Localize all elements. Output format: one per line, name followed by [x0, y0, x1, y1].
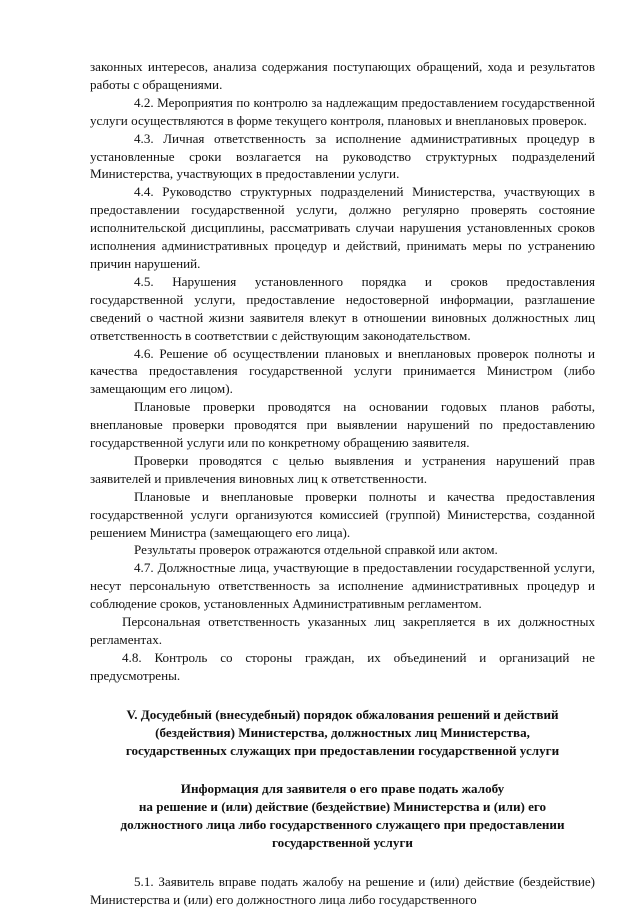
spacer: [90, 685, 595, 706]
paragraph-4-5: 4.5. Нарушения установленного порядка и сроков предоставления государственной услуги, предоставление недостоверной информации, разглашение сведений о частной жизни заявителя влекут в отношении виновных должностных лиц ответственность в соответствии с действующим законодательством.: [90, 273, 595, 343]
spacer: [90, 852, 595, 873]
paragraph-continuation: законных интересов, анализа содержания поступающих обращений, хода и результатов работы с обращениями.: [90, 59, 595, 92]
paragraph-4-6: 4.6. Решение об осуществлении плановых и внеплановых проверок полноты и качества предоставления государственной услуги принимается Министром (либо замещающим его лицом).: [90, 345, 595, 397]
document-body: [90, 58, 595, 909]
paragraph-4-2: 4.2. Мероприятия по контролю за надлежащим предоставлением государственной услуги осуществляются в форме текущего контроля, плановых и внеплановых проверок.: [90, 94, 595, 128]
paragraph-check-results: Результаты проверок отражаются отдельной справкой или актом.: [134, 542, 498, 558]
paragraph-planned-checks: Плановые проверки проводятся на основании годовых планов работы, внеплановые проверки проводятся при выявлении нарушений по предоставлению государственной услуги или по конкретному обращению заявителя.: [90, 399, 595, 451]
section-heading-line: (бездействия) Министерства, должностных лиц Министерства,: [155, 724, 530, 740]
sub-heading-line: должностного лица либо государственного служащего при предоставлении: [120, 817, 565, 833]
paragraph-4-4: 4.4. Руководство структурных подразделений Министерства, участвующих в предоставлении государственной услуги, должно регулярно проверять состояние исполнительской дисциплины, рассматривать случаи нарушения установленных сроков исполнения административных процедур и действий, принимать меры по устранению причин нарушений.: [90, 184, 595, 271]
paragraph-4-7: 4.7. Должностные лица, участвующие в предоставлении государственной услуги, несут персональную ответственность за исполнение административных процедур и соблюдение сроков, установленных Административным регламентом.: [90, 560, 595, 612]
section-heading-line: V. Досудебный (внесудебный) порядок обжалования решений и действий: [126, 706, 559, 722]
sub-heading: [90, 780, 595, 852]
paragraph-5-1: 5.1. Заявитель вправе подать жалобу на решение и (или) действие (бездействие) Министерства и (или) его должностного лица либо государственного: [90, 874, 595, 907]
paragraph-checks-commission: Плановые и внеплановые проверки полноты и качества предоставления государственной услуги организуются комиссией (группой) Министерства, созданной решением Министра (замещающего его лица).: [90, 488, 595, 540]
paragraph-4-8: 4.8. Контроль со стороны граждан, их объединений и организаций не предусмотрены.: [90, 649, 595, 683]
paragraph-4-3: 4.3. Личная ответственность за исполнение административных процедур в установленные сроки возлагается на руководство структурных подразделений Министерства, участвующих в предоставлении услуги.: [90, 130, 595, 182]
section-heading: [90, 706, 595, 760]
sub-heading-line: государственной услуги: [272, 835, 413, 851]
spacer: [90, 759, 595, 780]
sub-heading-line: на решение и (или) действие (бездействие) Министерства и (или) его: [138, 799, 547, 815]
paragraph-checks-purpose: Проверки проводятся с целью выявления и устранения нарушений прав заявителей и привлечения виновных лиц к ответственности.: [90, 452, 595, 486]
section-heading-line: государственных служащих при предоставлении государственной услуги: [125, 742, 560, 758]
sub-heading-line: Информация для заявителя о его праве подать жалобу: [180, 781, 505, 797]
paragraph-personal-responsibility: Персональная ответственность указанных лиц закрепляется в их должностных регламентах.: [90, 614, 595, 647]
